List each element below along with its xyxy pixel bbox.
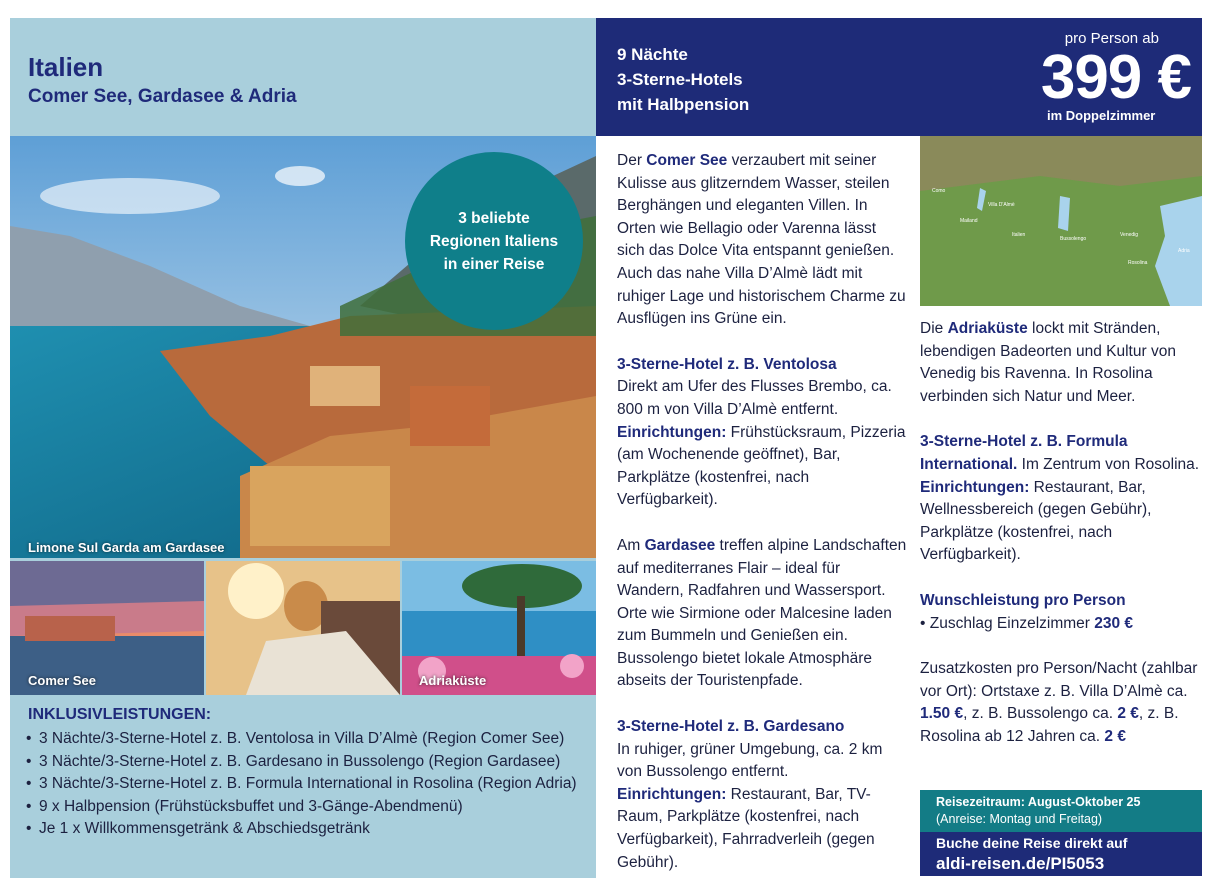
arrival-days: (Anreise: Montag und Freitag) (936, 812, 1103, 826)
list-item: • 3 Nächte/3-Sterne-Hotel z. B. Formula International in Rosolina (Region Adria) (26, 773, 592, 796)
travel-period-box (920, 790, 1202, 832)
booking-prompt: Buche deine Reise direkt auf (936, 835, 1128, 851)
hotel-ventolosa-text: Direkt am Ufer des Flusses Brembo, ca. 800 m von Villa D’Almè entfernt. (617, 378, 892, 418)
hotel-formula-label: Einrichtungen: (920, 478, 1030, 496)
badge-line-3: in einer Reise (443, 255, 545, 273)
hotel-formula-title: 3-Sterne-Hotel z. B. Formula International. (920, 433, 1128, 473)
comer-text: verzaubert mit seiner Kulisse aus glitzerndem Wasser, steilen Berghängen und eleganten Villen. In Orten wie Bellagio oder Varenna lässt sich das Dolce Vita entspannt genießen. Auch das nahe Villa D’Almè lädt mit ruhiger Lage und historischem Charme zu Ausflügen ins Grüne ein. (617, 152, 906, 328)
extra-price-2: 2 € (1117, 705, 1139, 723)
wunsch-item: • Zuschlag Einzelzimmer (920, 614, 1095, 632)
booking-link[interactable]: aldi-reisen.de/PI5053 (936, 854, 1105, 873)
info-badge (405, 152, 583, 330)
garda-description (617, 535, 907, 693)
hero-caption: Limone Sul Garda am Gardasee (28, 540, 225, 555)
map-label-rosolina: Rosolina (1128, 260, 1148, 266)
page-subtitle: Comer See, Gardasee & Adria (28, 86, 297, 107)
hotel-gardesano-text: In ruhiger, grüner Umgebung, ca. 2 km von Bussolengo entfernt. (617, 740, 883, 781)
hotel-ventolosa (617, 354, 907, 512)
map-label-adria: Adria (1178, 248, 1190, 254)
hotel-formula (920, 431, 1204, 567)
list-item: • Je 1 x Willkommensgetränk & Abschiedsgetränk (26, 818, 592, 841)
price-value: 399 € (1040, 43, 1191, 112)
hotel-formula-facilities: Restaurant, Bar, Wellnessbereich (gegen Gebühr), Parkplätze (kostenfrei, nach Verfügbarkeit). (920, 478, 1152, 564)
garda-text: treffen alpine Landschaften auf mediterranes Flair – ideal für Wandern, Radfahren und Wassersport. Orte wie Sirmione oder Malcesine laden zum Bummeln und Genießen ein. Bussolengo bietet lokale Atmosphäre abseits der Touristenpfade. (617, 536, 907, 690)
hotel-ventolosa-facilities: Frühstücksraum, Pizzeria (am Wochenende geöffnet), Bar, Parkplätze (kostenfrei, nach Verfügbarkeit). (617, 423, 906, 509)
map-label-venedig: Venedig (1120, 232, 1139, 238)
adria-bold: Adriaküste (947, 320, 1028, 337)
hotel-ventolosa-label: Einrichtungen: (617, 423, 727, 441)
inclusive-title: INKLUSIVLEISTUNGEN: (28, 706, 212, 723)
hotel-gardesano-facilities: Restaurant, Bar, TV-Raum, Parkplätze (kostenfrei, nach Verfügbarkeit), Fahrradverleih (gegen Gebühr). (617, 785, 875, 871)
hotel-formula-text: Im Zentrum von Rosolina. (1017, 455, 1200, 473)
adria-pre: Die (920, 320, 948, 337)
extra-price-3: 2 € (1104, 727, 1126, 745)
extra-price-1: 1.50 € (920, 705, 964, 723)
list-item: • 3 Nächte/3-Sterne-Hotel z. B. Gardesano in Bussolengo (Region Gardasee) (26, 751, 592, 774)
comer-pre: Der (617, 152, 647, 169)
hotel-gardesano (617, 716, 907, 874)
right-column (920, 318, 1204, 772)
thumb-traveller (206, 561, 400, 695)
extra-costs (920, 658, 1204, 748)
price-suffix: im Doppelzimmer (1047, 108, 1156, 123)
comer-description (617, 150, 907, 331)
offer-summary (617, 42, 749, 117)
inclusive-list (26, 728, 592, 841)
adria-description (920, 318, 1204, 408)
map-label-mailand: Mailand (960, 218, 978, 224)
thumb-caption-adria: Adriaküste (419, 673, 487, 688)
hotel-ventolosa-title: 3-Sterne-Hotel z. B. Ventolosa (617, 355, 837, 373)
region-map (920, 136, 1202, 306)
middle-column (617, 150, 907, 894)
wunsch-title: Wunschleistung pro Person (920, 591, 1126, 609)
page-title: Italien (28, 52, 104, 82)
travel-period: Reisezeitraum: August-Oktober 25 (936, 795, 1141, 809)
booking-box (920, 832, 1202, 876)
offer-board: mit Halbpension (617, 95, 750, 114)
extra-text-2: , z. B. Bussolengo ca. (963, 705, 1118, 723)
offer-hotels: 3-Sterne-Hotels (617, 70, 743, 89)
adria-text: lockt mit Stränden, lebendigen Badeorten und Kultur von Venedig bis Ravenna. In Rosolina verbinden sich Natur und Meer. (920, 320, 1176, 405)
map-label-villa-dalme: Villa D'Almè (988, 202, 1015, 208)
wunsch-price: 230 € (1094, 614, 1134, 632)
map-label-como: Como (932, 188, 946, 194)
extra-text-3: , z. B. Rosolina ab 12 Jahren ca. (920, 705, 1179, 745)
thumb-caption-comer: Comer See (28, 673, 96, 688)
offer-nights: 9 Nächte (617, 45, 688, 64)
badge-line-2: Regionen Italiens (429, 232, 559, 250)
garda-bold: Gardasee (644, 536, 716, 554)
badge-line-1: 3 beliebte (458, 209, 530, 227)
map-label-bussolengo: Bussolengo (1060, 236, 1087, 242)
map-label-italien: Italien (1012, 232, 1026, 238)
list-item: • 9 x Halbpension (Frühstücksbuffet und 3-Gänge-Abendmenü) (26, 796, 592, 819)
price-prefix: pro Person ab (1064, 30, 1159, 47)
hotel-gardesano-label: Einrichtungen: (617, 785, 727, 803)
list-item: • 3 Nächte/3-Sterne-Hotel z. B. Ventolosa in Villa D’Almè (Region Comer See) (26, 728, 592, 751)
extra-text-1: Zusatzkosten pro Person/Nacht (zahlbar vor Ort): Ortstaxe z. B. Villa D’Almè ca. (920, 660, 1198, 700)
comer-bold: Comer See (646, 152, 728, 169)
hotel-gardesano-title: 3-Sterne-Hotel z. B. Gardesano (617, 718, 845, 736)
wunschleistung (920, 590, 1204, 635)
garda-pre: Am (617, 536, 645, 554)
